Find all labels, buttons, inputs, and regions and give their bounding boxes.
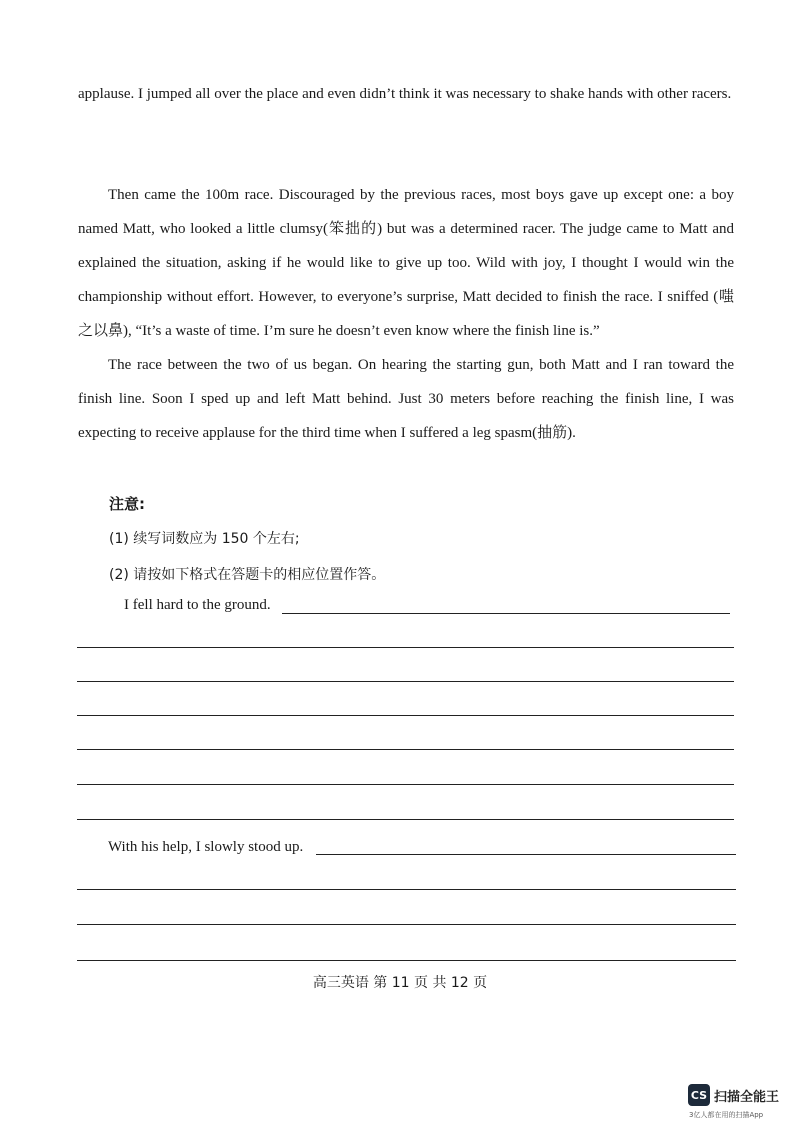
passage-paragraph-2: Then came the 100m race. Discouraged by the previous races, most boys gave up except one: a boy named Matt, who looked a little clumsy(笨拙的) but was a determined racer. The judge came to Matt and explained the situation, asking if he would like to give up too. Wild with joy, I thought I would win the championship without effort. However, to everyone’s surprise, Matt decided to finish the race. I sniffed (嗤之以鼻), “It’s a waste of time. I’m sure he doesn’t even know where the finish line is.” [78, 187, 734, 339]
answer-line [77, 715, 734, 716]
passage-paragraph-3: The race between the two of us began. On hearing the starting gun, both Matt and I ran toward the finish line. Soon I sped up and left Matt behind. Just 30 meters before reaching the finish line, I was expecting to receive applause for the third time when I suffered a leg spasm(抽筋). [78, 357, 734, 441]
passage-paragraph-1: applause. I jumped all over the place and even didn’t think it was necessary to shake hands with other racers. [78, 86, 732, 102]
note-item-format: (2) 请按如下格式在答题卡的相应位置作答。 [109, 567, 386, 583]
answer-line [316, 854, 736, 855]
answer-line [77, 749, 734, 750]
page-footer: 高三英语 第 11 页 共 12 页 [312, 975, 488, 991]
paragraph-starter-1: I fell hard to the ground. [124, 597, 271, 613]
answer-line [77, 960, 736, 961]
scanner-app-name: 扫描全能王 [714, 1089, 780, 1105]
note-item-word-count: (1) 续写词数应为 150 个左右; [109, 531, 300, 547]
answer-line [77, 819, 734, 820]
answer-line [282, 613, 730, 614]
answer-line [77, 647, 734, 648]
paragraph-starter-2: With his help, I slowly stood up. [108, 839, 304, 855]
scanner-logo-icon: CS [688, 1084, 710, 1106]
notes-title: 注意: [109, 495, 145, 513]
answer-line [77, 924, 736, 925]
answer-line [77, 681, 734, 682]
answer-line [77, 784, 734, 785]
scanner-tagline: 3亿人都在用的扫描App [689, 1111, 764, 1119]
answer-line [77, 889, 736, 890]
scanner-watermark [688, 1084, 779, 1106]
